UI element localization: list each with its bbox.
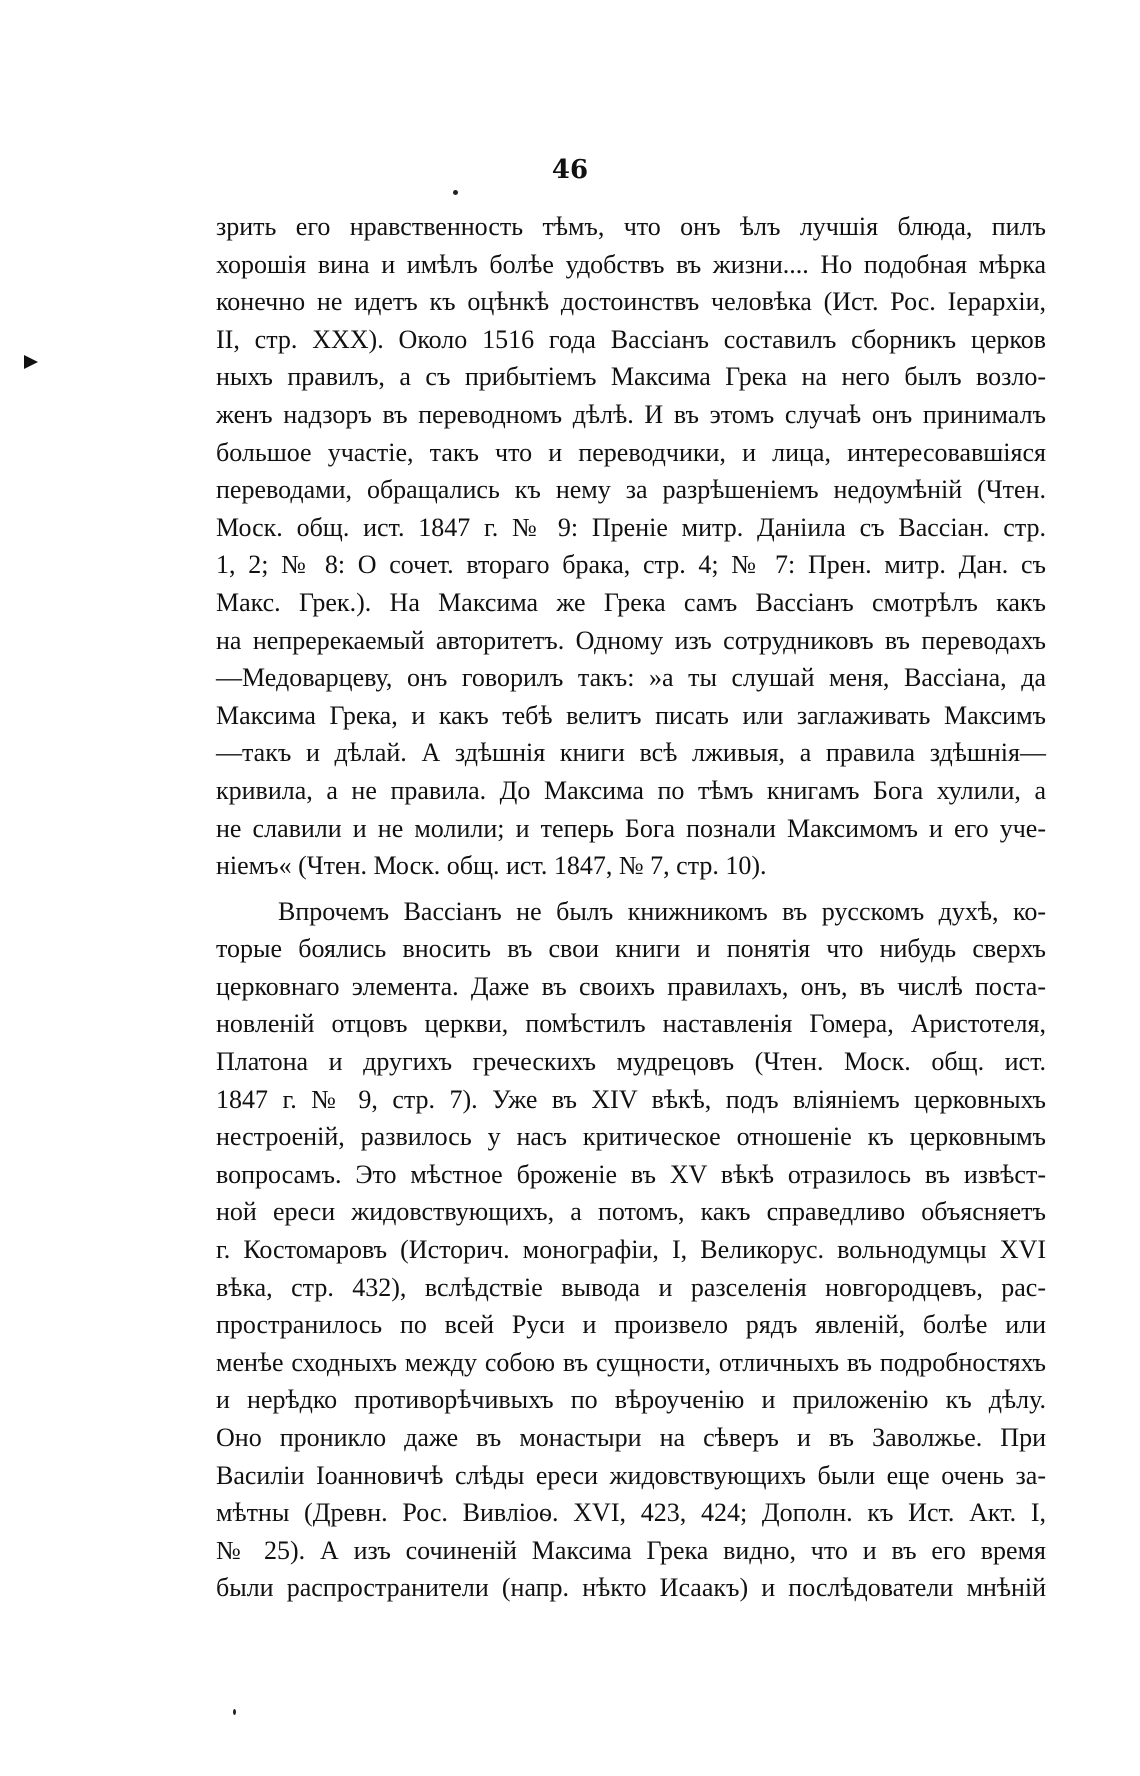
- text-line: 1, 2; № 8: О сочет. втораго брака, стр. 4; № 7: Прен. митр. Дан. съ: [216, 550, 1046, 580]
- text-line: г. Костомаровъ (Историч. монографіи, I, Великорус. вольнодумцы XVI: [216, 1235, 1046, 1265]
- print-speck: [233, 1709, 236, 1715]
- paragraph-1: [216, 208, 1046, 885]
- text-line: Платона и другихъ греческихъ мудрецовъ (Чтен. Моск. общ. ист.: [216, 1047, 1046, 1077]
- text-line: не славили и не молили; и теперь Бога познали Максимомъ и его уче-: [216, 813, 1046, 843]
- text-line: Моск. общ. ист. 1847 г. № 9: Преніе митр. Даніила съ Вассіан. стр.: [216, 512, 1046, 542]
- text-line: кривила, а не правила. До Максима по тѣмъ книгамъ Бога хулили, а: [216, 775, 1046, 805]
- text-line: хорошія вина и имѣлъ болѣе удобствъ въ жизни.... Но подобная мѣрка: [216, 249, 1046, 279]
- text-line: 1847 г. № 9, стр. 7). Уже въ XIV вѣкѣ, подъ вліяніемъ церковныхъ: [216, 1084, 1046, 1114]
- text-line: ніемъ« (Чтен. Моск. общ. ист. 1847, № 7, стр. 10).: [216, 851, 767, 881]
- margin-arrow-mark: [24, 355, 38, 369]
- text-line: № 25). А изъ сочиненій Максима Грека видно, что и въ его время: [216, 1535, 1046, 1565]
- text-line: Максима Грека, и какъ тебѣ велитъ писать или заглаживать Максимъ: [216, 700, 1046, 730]
- text-line: —Медоварцеву, онъ говорилъ такъ: »а ты слушай меня, Вассіана, да: [216, 663, 1046, 693]
- text-line: торые боялись вносить въ свои книги и понятія что нибудь сверхъ: [216, 934, 1046, 964]
- paragraph-2: [216, 893, 1046, 1607]
- text-line: церковнаго элемента. Даже въ своихъ правилахъ, онъ, въ числѣ поста-: [216, 971, 1046, 1001]
- text-line: нестроеній, развилось у насъ критическое отношеніе къ церковнымъ: [216, 1122, 1046, 1152]
- text-line: менѣе сходныхъ между собою въ сущности, отличныхъ въ подробностяхъ: [216, 1347, 1046, 1377]
- text-line: были распространители (напр. нѣкто Исаакъ) и послѣдователи мнѣній: [216, 1573, 1046, 1603]
- text-line: —такъ и дѣлай. А здѣшнія книги всѣ лживыя, а правила здѣшнія—: [216, 738, 1046, 768]
- text-line: ной ереси жидовствующихъ, а потомъ, какъ справедливо объясняетъ: [216, 1197, 1046, 1227]
- text-line: Впрочемъ Вассіанъ не былъ книжникомъ въ русскомъ духѣ, ко-: [278, 896, 1046, 926]
- text-line: ныхъ правилъ, а съ прибытіемъ Максима Грека на него былъ возло-: [216, 362, 1046, 392]
- text-line: конечно не идетъ къ оцѣнкѣ достоинствъ человѣка (Ист. Рос. Іерархіи,: [216, 287, 1046, 317]
- text-line: женъ надзоръ въ переводномъ дѣлѣ. И въ этомъ случаѣ онъ принималъ: [216, 399, 1046, 429]
- text-line: переводами, обращались къ нему за разрѣшеніемъ недоумѣній (Чтен.: [216, 475, 1046, 505]
- text-line: Оно проникло даже въ монастыри на сѣверъ и въ Заволжье. При: [216, 1423, 1046, 1452]
- text-line: вопросамъ. Это мѣстное броженіе въ XV вѣкѣ отразилось въ извѣст-: [216, 1159, 1046, 1189]
- text-line: новленій отцовъ церкви, помѣстилъ наставленія Гомера, Аристотеля,: [216, 1009, 1046, 1039]
- text-line: Василіи Іоанновичѣ слѣды ереси жидовствующихъ были еще очень за-: [216, 1460, 1046, 1490]
- text-line: мѣтны (Древн. Рос. Вивліоѳ. XVI, 423, 424; Дополн. къ Ист. Акт. I,: [216, 1498, 1046, 1528]
- text-line: зрить его нравственность тѣмъ, что онъ ѣлъ лучшія блюда, пилъ: [216, 212, 1046, 241]
- text-line: и нерѣдко противорѣчивыхъ по вѣроученію и приложенію къ дѣлу.: [216, 1385, 1046, 1415]
- text-line: II, стр. XXX). Около 1516 года Вассіанъ составилъ сборникъ церков: [216, 324, 1046, 354]
- text-line: на непререкаемый авторитетъ. Одному изъ сотрудниковъ въ переводахъ: [216, 625, 1046, 655]
- print-speck: [453, 190, 458, 195]
- body-text: [216, 208, 1046, 1607]
- page-number: 46: [551, 155, 589, 185]
- text-line: вѣка, стр. 432), вслѣдствіе вывода и разселенія новгородцевъ, рас-: [216, 1272, 1046, 1302]
- text-line: пространилось по всей Руси и произвело рядъ явленій, болѣе или: [216, 1310, 1046, 1340]
- text-line: Макс. Грек.). На Максима же Грека самъ Вассіанъ смотрѣлъ какъ: [216, 587, 1046, 617]
- text-line: большое участіе, такъ что и переводчики, и лица, интересовавшіяся: [216, 437, 1046, 467]
